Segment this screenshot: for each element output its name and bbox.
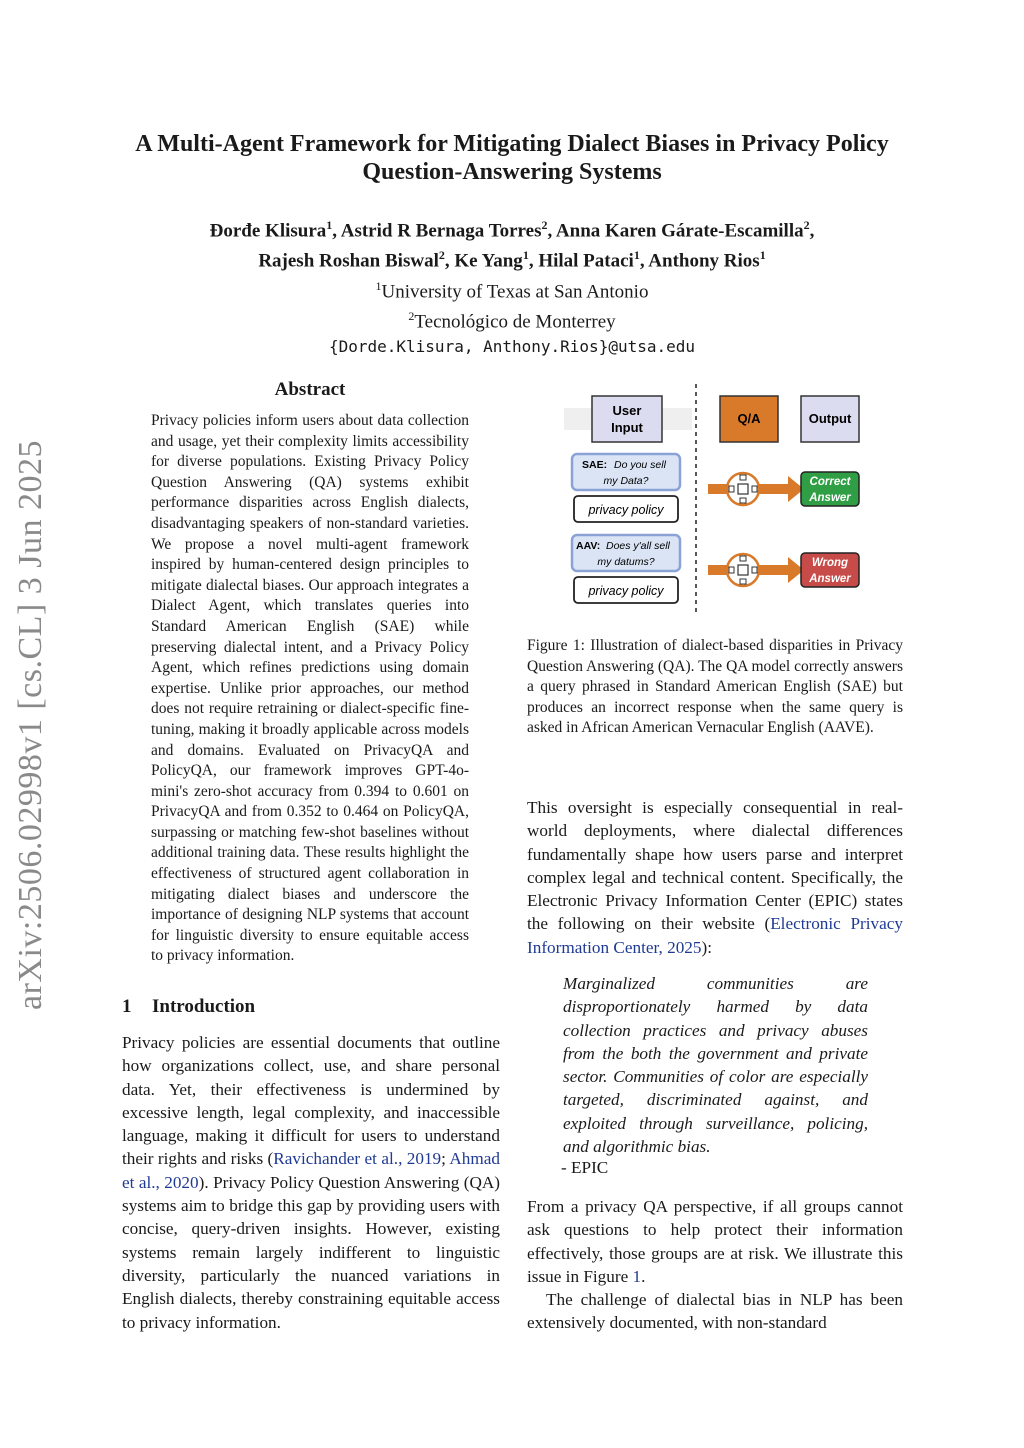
section-number: 1 bbox=[122, 996, 132, 1017]
block-quote: Marginalized communities are disproportionately harmed by data collection practices and privacy abuses from the both the government and private sector. Communities of color are especially targeted, discriminated against, and exploited through surveillance, policing, and algorithmic bias. bbox=[563, 974, 868, 1157]
wrong-answer-label: Answer bbox=[809, 573, 851, 585]
qa-model-arrow-aav bbox=[708, 554, 804, 586]
author-email[interactable]: {Dorde.Klisura, Anthony.Rios}@utsa.edu bbox=[328, 337, 696, 357]
aav-query-text: my datums? bbox=[597, 556, 655, 568]
correct-answer-label: Answer bbox=[809, 492, 851, 504]
intro-paragraph: Privacy policies are essential documents that outline how organizations collect, use, and share personal data. Yet, their effectiveness is undermined by excessive length, legal complexity, and inaccessible language, making it difficult for users to understand their rights and risks (Ravichander et al., 2019; Ahmad et al., 2020). Privacy Policy Question Answering (QA) systems aim to bridge this gap by providing users with concise, query-driven insights. However, existing systems remain largely indifferent to linguistic diversity, particularly the nuanced variations in English dialects, thereby constraining equitable access to privacy information. bbox=[122, 1033, 500, 1332]
affiliation: $^1$University of Texas at San Antonio bbox=[375, 278, 649, 302]
figure-caption: Figure 1: Illustration of dialect-based disparities in Privacy Question Answering (QA). The QA model correctly answers a query phrased in Standard American English (SAE) but produces an incorrect response when the same query is asked in African American Vernacular English (AAVE). bbox=[527, 637, 903, 737]
citation-link[interactable]: Electronic Privacy Information Center, 2025 bbox=[527, 914, 903, 957]
sae-query-text: my Data? bbox=[603, 475, 649, 487]
author-name: Astrid R Bernaga Torres bbox=[340, 220, 542, 242]
body-paragraph: From a privacy QA perspective, if all groups cannot ask questions to help protect their information effectively, those groups are at risk. We illustrate this issue in Figure 1. bbox=[527, 1197, 903, 1286]
quote-source: - EPIC bbox=[561, 1158, 609, 1177]
figure-ref-link[interactable]: 1 bbox=[632, 1266, 642, 1286]
author-line-1: Đorđe Klisura$^1$, Astrid R Bernaga Torres$^2$, Anna Karen Gárate-Escamilla$^2$, bbox=[209, 218, 815, 242]
paper-title: A Multi-Agent Framework for Mitigating Dialect Biases in Privacy Policy Question-Answering Systems bbox=[135, 131, 889, 185]
qa-label: Q/A bbox=[737, 411, 761, 426]
qa-model-arrow-sae bbox=[708, 473, 804, 505]
aav-tag: AAV: bbox=[576, 540, 601, 552]
section-heading bbox=[122, 996, 255, 1018]
sae-tag: SAE: bbox=[582, 459, 608, 471]
author-name: Rajesh Roshan Biswal bbox=[258, 250, 439, 272]
author-name: Đorđe Klisura bbox=[209, 220, 327, 242]
correct-answer-label: Correct bbox=[809, 476, 851, 488]
author-block bbox=[100, 213, 924, 359]
abstract-text: Privacy policies inform users about data collection and usage, yet their complexity limits accessibility for diverse populations. Existing Privacy Policy Question Answering (QA) systems exhibit performance disparities across English dialects, disadvantaging speakers of non-standard varieties. We propose a novel multi-agent framework inspired by human-centered design principles to mitigate dialectal biases. Our approach integrates a Dialect Agent, which translates queries into Standard American English (SAE) while preserving dialectal intent, and a Privacy Policy Agent, which refines predictions using domain expertise. Unlike prior approaches, our method does not require retraining or dialect-specific fine-tuning, making it broadly applicable across models and domains. Evaluated on PrivacyQA and PolicyQA, our framework improves GPT-4o-mini's zero-shot accuracy from 0.394 to 0.601 on PrivacyQA and from 0.352 to 0.464 on PolicyQA, surpassing or matching few-shot baselines without additional training data. These results highlight the effectiveness of structured agent collaboration in mitigating dialect biases and underscore the importance of designing NLP systems that account for linguistic diversity to ensure equitable access to privacy information. bbox=[151, 412, 469, 965]
aav-query-text: Does y'all sell bbox=[606, 540, 670, 552]
section-title: Introduction bbox=[152, 996, 256, 1017]
user-input-label: Input bbox=[611, 420, 643, 435]
privacy-policy-label: privacy policy bbox=[588, 584, 664, 598]
arxiv-watermark: arXiv:2506.02998v1 [cs.CL] 3 Jun 2025 bbox=[12, 439, 49, 1010]
author-name: Anna Karen Gárate-Escamilla bbox=[555, 220, 804, 242]
sae-query-text: Do you sell bbox=[614, 459, 666, 471]
citation-link[interactable]: Ravichander et al., 2019 bbox=[273, 1149, 442, 1169]
body-paragraph: The challenge of dialectal bias in NLP has been extensively documented, with non-standard bbox=[527, 1290, 903, 1333]
author-name: Anthony Rios bbox=[648, 250, 760, 272]
author-name: Hilal Pataci bbox=[538, 250, 634, 272]
user-input-label: User bbox=[612, 403, 642, 418]
body-paragraph: This oversight is especially consequential in real-world deployments, where dialectal differences fundamentally shape how users parse and interpret complex legal and technical content. Specifically, the Electronic Privacy Information Center (EPIC) states the following on their website (Electronic Privacy Information Center, 2025): bbox=[527, 798, 903, 957]
output-label: Output bbox=[808, 411, 852, 426]
abstract-heading: Abstract bbox=[274, 379, 346, 400]
citation-link[interactable]: Ahmad et al., 2020 bbox=[122, 1149, 500, 1192]
wrong-answer-label: Wrong bbox=[811, 557, 849, 569]
figure-1 bbox=[560, 384, 870, 616]
affiliation: $^2$Tecnológico de Monterrey bbox=[408, 308, 616, 333]
author-name: Ke Yang bbox=[454, 250, 523, 272]
author-line-2: Rajesh Roshan Biswal$^2$, Ke Yang$^1$, Hilal Pataci$^1$, Anthony Rios$^1$ bbox=[258, 248, 766, 272]
privacy-policy-label: privacy policy bbox=[588, 503, 664, 517]
